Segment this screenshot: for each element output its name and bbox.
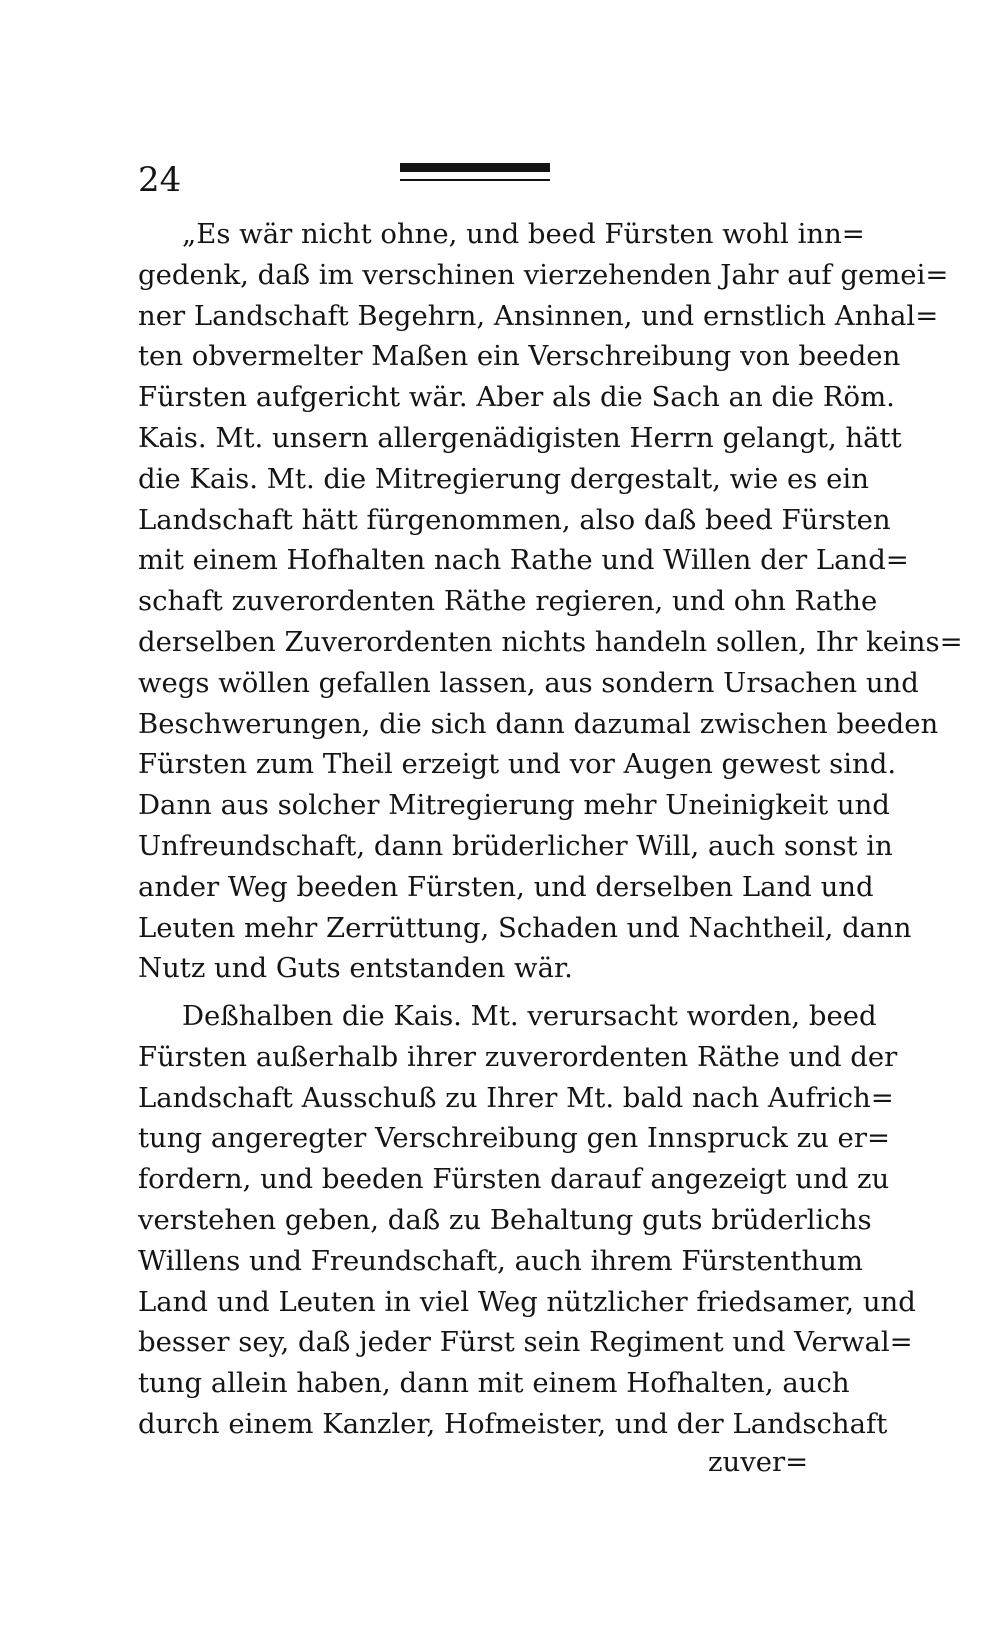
text-line: gedenk, daß im verschinen vierzehenden Jahr auf gemei= — [138, 258, 949, 291]
text-line: Willens und Freundschaft, auch ihrem Fürstenthum — [138, 1244, 863, 1277]
text-line: Beschwerungen, die sich dann dazumal zwischen beeden — [138, 707, 939, 740]
text-line: schaft zuverordenten Räthe regieren, und ohn Rathe — [138, 585, 878, 618]
text-line: Nutz und Guts entstanden wär. — [138, 952, 573, 985]
catchword: zuver= — [708, 1446, 809, 1478]
paragraph-2 — [138, 996, 916, 1445]
text-line: derselben Zuverordenten nichts handeln sollen, Ihr keins= — [138, 625, 963, 658]
text-line: Fürsten außerhalb ihrer zuverordenten Räthe und der — [138, 1040, 898, 1073]
text-line: ner Landschaft Begehrn, Ansinnen, und ernstlich Anhal= — [138, 299, 939, 332]
text-line: tung angeregter Verschreibung gen Innspruck zu er= — [138, 1122, 891, 1155]
header-rule-thin — [400, 179, 550, 181]
text-line: „Es wär nicht ohne, und beed Fürsten wohl inn= — [182, 218, 865, 250]
text-line: ander Weg beeden Fürsten, und derselben Land und — [138, 870, 874, 903]
paragraph-1 — [138, 214, 963, 989]
text-line: verstehen geben, daß zu Behaltung guts brüderlichs — [138, 1203, 872, 1236]
text-line: fordern, und beeden Fürsten darauf angezeigt und zu — [138, 1163, 890, 1196]
text-line: besser sey, daß jeder Fürst sein Regiment und Verwal= — [138, 1326, 913, 1359]
text-line: Kais. Mt. unsern allergenädigisten Herrn gelangt, hätt — [138, 421, 902, 454]
header-rule-thick — [400, 163, 550, 172]
text-line: wegs wöllen gefallen lassen, aus sondern Ursachen und — [138, 666, 919, 699]
text-line: Dann aus solcher Mitregierung mehr Uneinigkeit und — [138, 789, 890, 822]
text-line: Fürsten aufgericht wär. Aber als die Sach an die Röm. — [138, 381, 895, 414]
text-line: Deßhalben die Kais. Mt. verursacht worden, beed — [182, 1000, 877, 1032]
text-line: Unfreundschaft, dann brüderlicher Will, auch sonst in — [138, 829, 893, 862]
text-line: mit einem Hofhalten nach Rathe und Willen der Land= — [138, 544, 909, 577]
page-number: 24 — [138, 160, 182, 200]
text-line: tung allein haben, dann mit einem Hofhalten, auch — [138, 1367, 850, 1400]
text-line: die Kais. Mt. die Mitregierung dergestalt, wie es ein — [138, 462, 869, 495]
text-line: Land und Leuten in viel Weg nützlicher friedsamer, und — [138, 1285, 916, 1318]
text-line: Landschaft hätt fürgenommen, also daß beed Fürsten — [138, 503, 891, 536]
text-line: Leuten mehr Zerrüttung, Schaden und Nachtheil, dann — [138, 911, 912, 944]
text-line: ten obvermelter Maßen ein Verschreibung von beeden — [138, 340, 901, 373]
text-line: Fürsten zum Theil erzeigt und vor Augen gewest sind. — [138, 748, 897, 781]
text-line: durch einem Kanzler, Hofmeister, und der Landschaft — [138, 1407, 888, 1440]
text-line: Landschaft Ausschuß zu Ihrer Mt. bald nach Aufrich= — [138, 1081, 894, 1114]
header-rule — [400, 163, 550, 181]
